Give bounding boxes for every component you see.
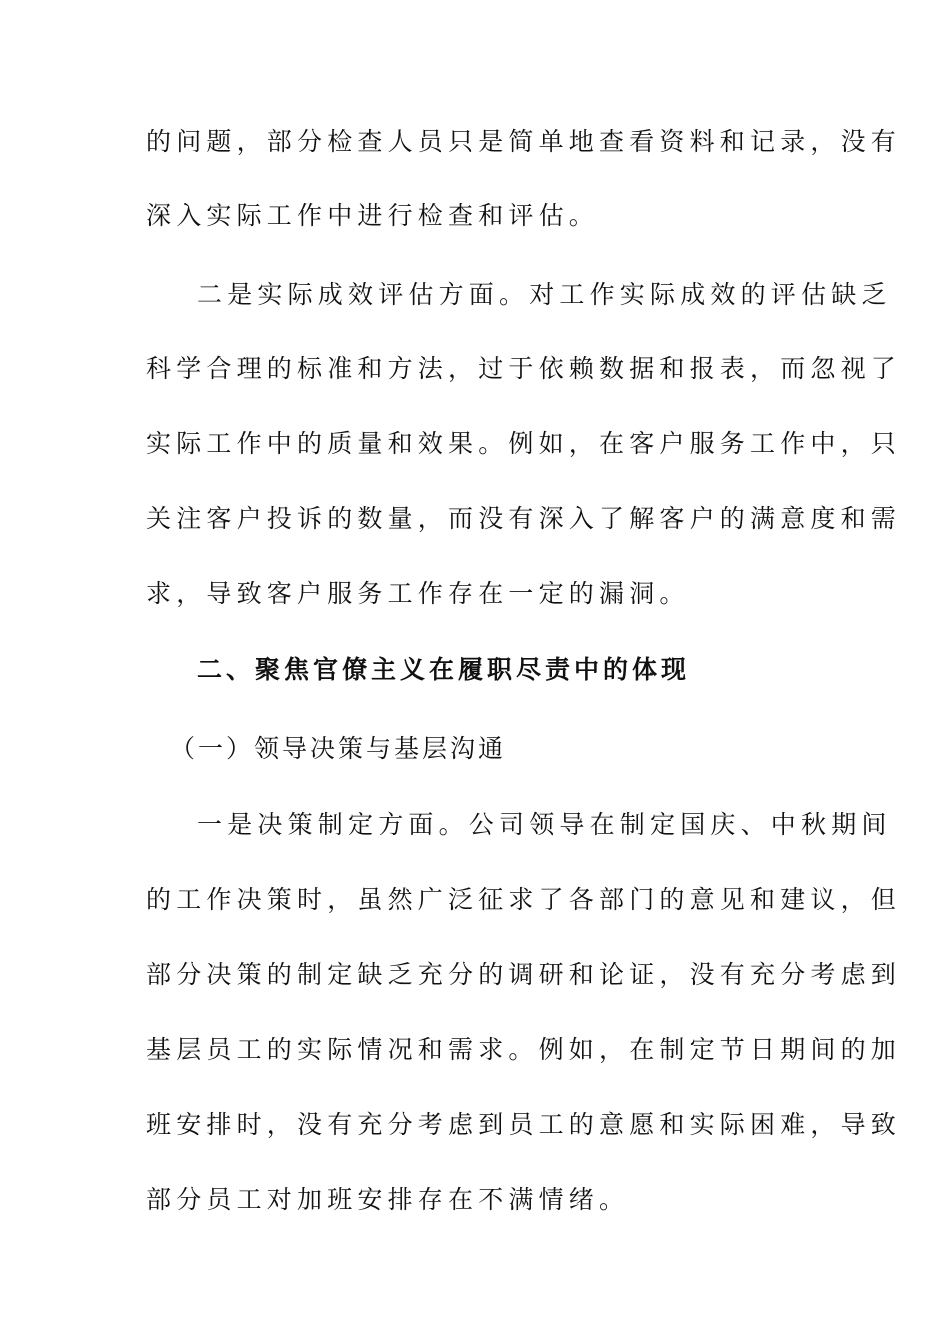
text-line: 班安排时，没有充分考虑到员工的意愿和实际困难，导致 — [146, 1110, 902, 1139]
section-heading: 二、聚焦官僚主义在履职尽责中的体现 — [197, 655, 691, 684]
paragraph-start-line: 二是实际成效评估方面。对工作实际成效的评估缺乏 — [197, 280, 892, 309]
text-line: 求，导致客户服务工作存在一定的漏洞。 — [146, 579, 690, 608]
text-line: 科学合理的标准和方法，过于依赖数据和报表，而忽视了 — [146, 354, 902, 383]
text-line: 部分决策的制定缺乏充分的调研和论证，没有充分考虑到 — [146, 960, 902, 989]
text-line: 部分员工对加班安排存在不满情绪。 — [146, 1185, 630, 1214]
paragraph-start-line: 一是决策制定方面。公司领导在制定国庆、中秋期间 — [197, 810, 892, 839]
subsection-heading: （一）领导决策与基层沟通 — [170, 734, 507, 763]
text-line: 实际工作中的质量和效果。例如，在客户服务工作中，只 — [146, 429, 902, 458]
text-line: 的工作决策时，虽然广泛征求了各部门的意见和建议，但 — [146, 885, 902, 914]
text-line: 关注客户投诉的数量，而没有深入了解客户的满意度和需 — [146, 504, 902, 533]
text-line: 基层员工的实际情况和需求。例如，在制定节日期间的加 — [146, 1035, 902, 1064]
text-line: 深入实际工作中进行检查和评估。 — [146, 201, 600, 230]
text-line: 的问题，部分检查人员只是简单地查看资料和记录，没有 — [146, 127, 902, 156]
